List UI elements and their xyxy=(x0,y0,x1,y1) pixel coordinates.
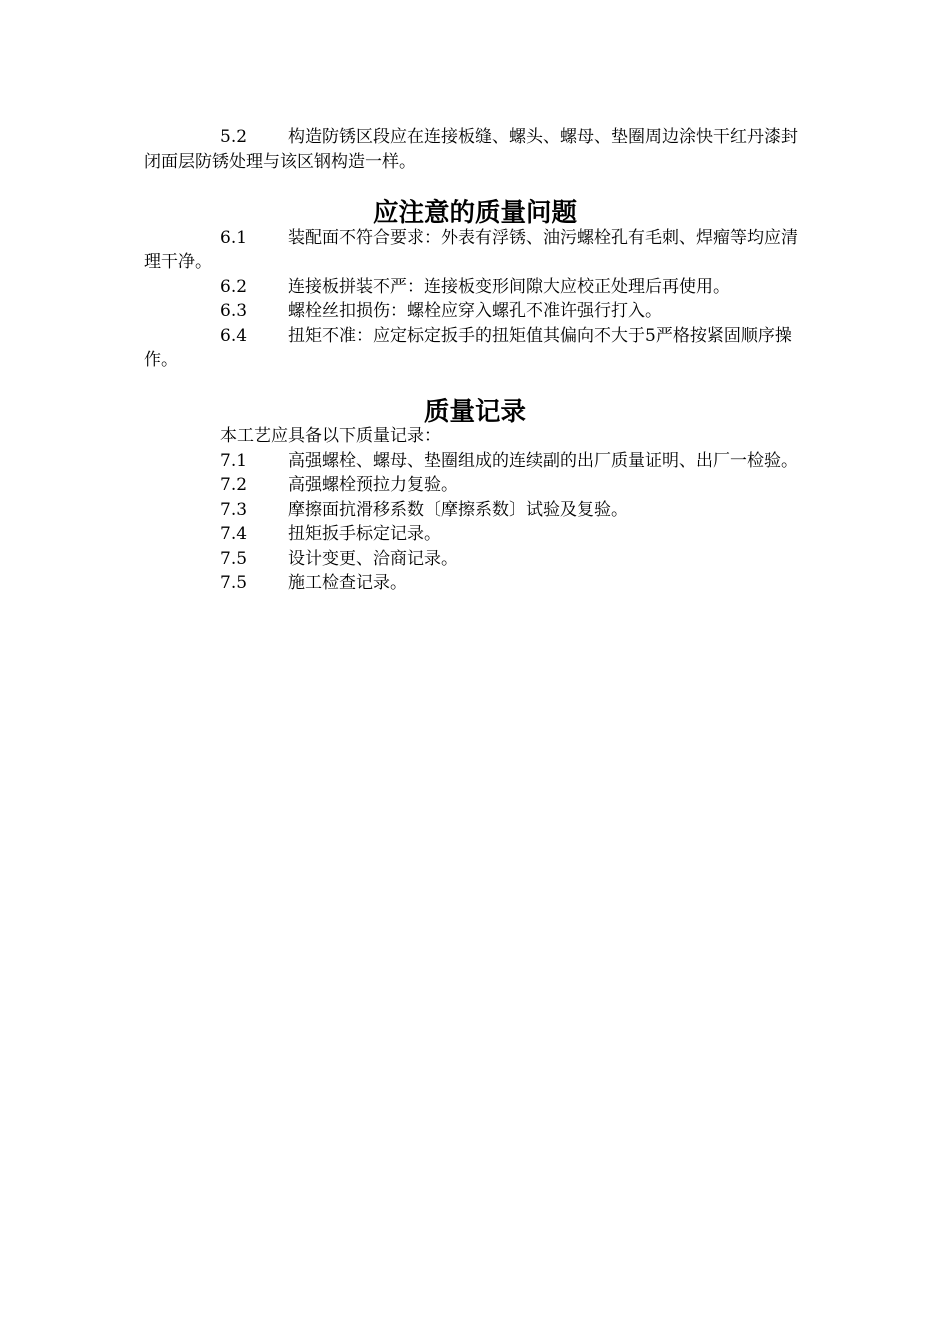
item-text: 连接板拼装不严：连接板变形间隙大应校正处理后再使用。 xyxy=(288,276,730,297)
item-text: 高强螺栓、螺母、垫圈组成的连续副的出厂质量证明、出厂一检验。 xyxy=(288,450,798,471)
paragraph-5-2 xyxy=(144,125,806,174)
item-number: 6.1 xyxy=(220,227,248,248)
item-text: 螺栓丝扣损伤：螺栓应穿入螺孔不准许强行打入。 xyxy=(288,301,662,321)
item-text: 装配面不符合要求：外表有浮锈、油污螺栓孔有毛刺、焊瘤等均应清理干净。 xyxy=(144,227,798,272)
item-text: 高强螺栓预拉力复验。 xyxy=(288,475,458,495)
item-text: 构造防锈区段应在连接板缝、螺头、螺母、垫圈周边涂快干红丹漆封闭面层防锈处理与该区钢构造一样。 xyxy=(144,127,798,172)
paragraph-7-2 xyxy=(144,473,806,498)
section-7-intro: 本工艺应具备以下质量记录： xyxy=(220,426,441,446)
paragraph-7-3 xyxy=(144,498,806,523)
paragraph-7-5b xyxy=(144,571,806,596)
paragraph-6-2 xyxy=(144,275,806,300)
item-text: 扭矩扳手标定记录。 xyxy=(288,524,441,544)
document-body xyxy=(144,125,806,596)
paragraph-6-1 xyxy=(144,226,806,275)
item-number: 5.2 xyxy=(220,127,248,147)
item-number: 7.5 xyxy=(220,548,248,569)
item-text: 设计变更、洽商记录。 xyxy=(288,548,458,569)
section-6-heading: 应注意的质量问题 xyxy=(372,198,577,228)
paragraph-6-3 xyxy=(144,299,806,324)
item-number: 7.1 xyxy=(220,450,248,471)
item-number: 7.5 xyxy=(220,573,248,593)
paragraph-7-5a xyxy=(144,547,806,572)
item-text: 扭矩不准：应定标定扳手的扭矩值其偏向不大于5严格按紧固顺序操作。 xyxy=(144,325,792,370)
item-number: 6.3 xyxy=(220,301,248,321)
item-number: 7.3 xyxy=(220,499,248,520)
item-text: 施工检查记录。 xyxy=(288,573,407,593)
paragraph-7-1 xyxy=(144,449,806,474)
item-number: 7.4 xyxy=(220,524,248,544)
item-text: 摩擦面抗滑移系数〔摩擦系数〕试验及复验。 xyxy=(288,499,628,520)
paragraph-7-4 xyxy=(144,522,806,547)
paragraph-6-4 xyxy=(144,324,806,373)
item-number: 7.2 xyxy=(220,475,248,495)
item-number: 6.4 xyxy=(220,325,248,346)
section-7-heading: 质量记录 xyxy=(423,396,526,427)
item-number: 6.2 xyxy=(220,276,248,297)
